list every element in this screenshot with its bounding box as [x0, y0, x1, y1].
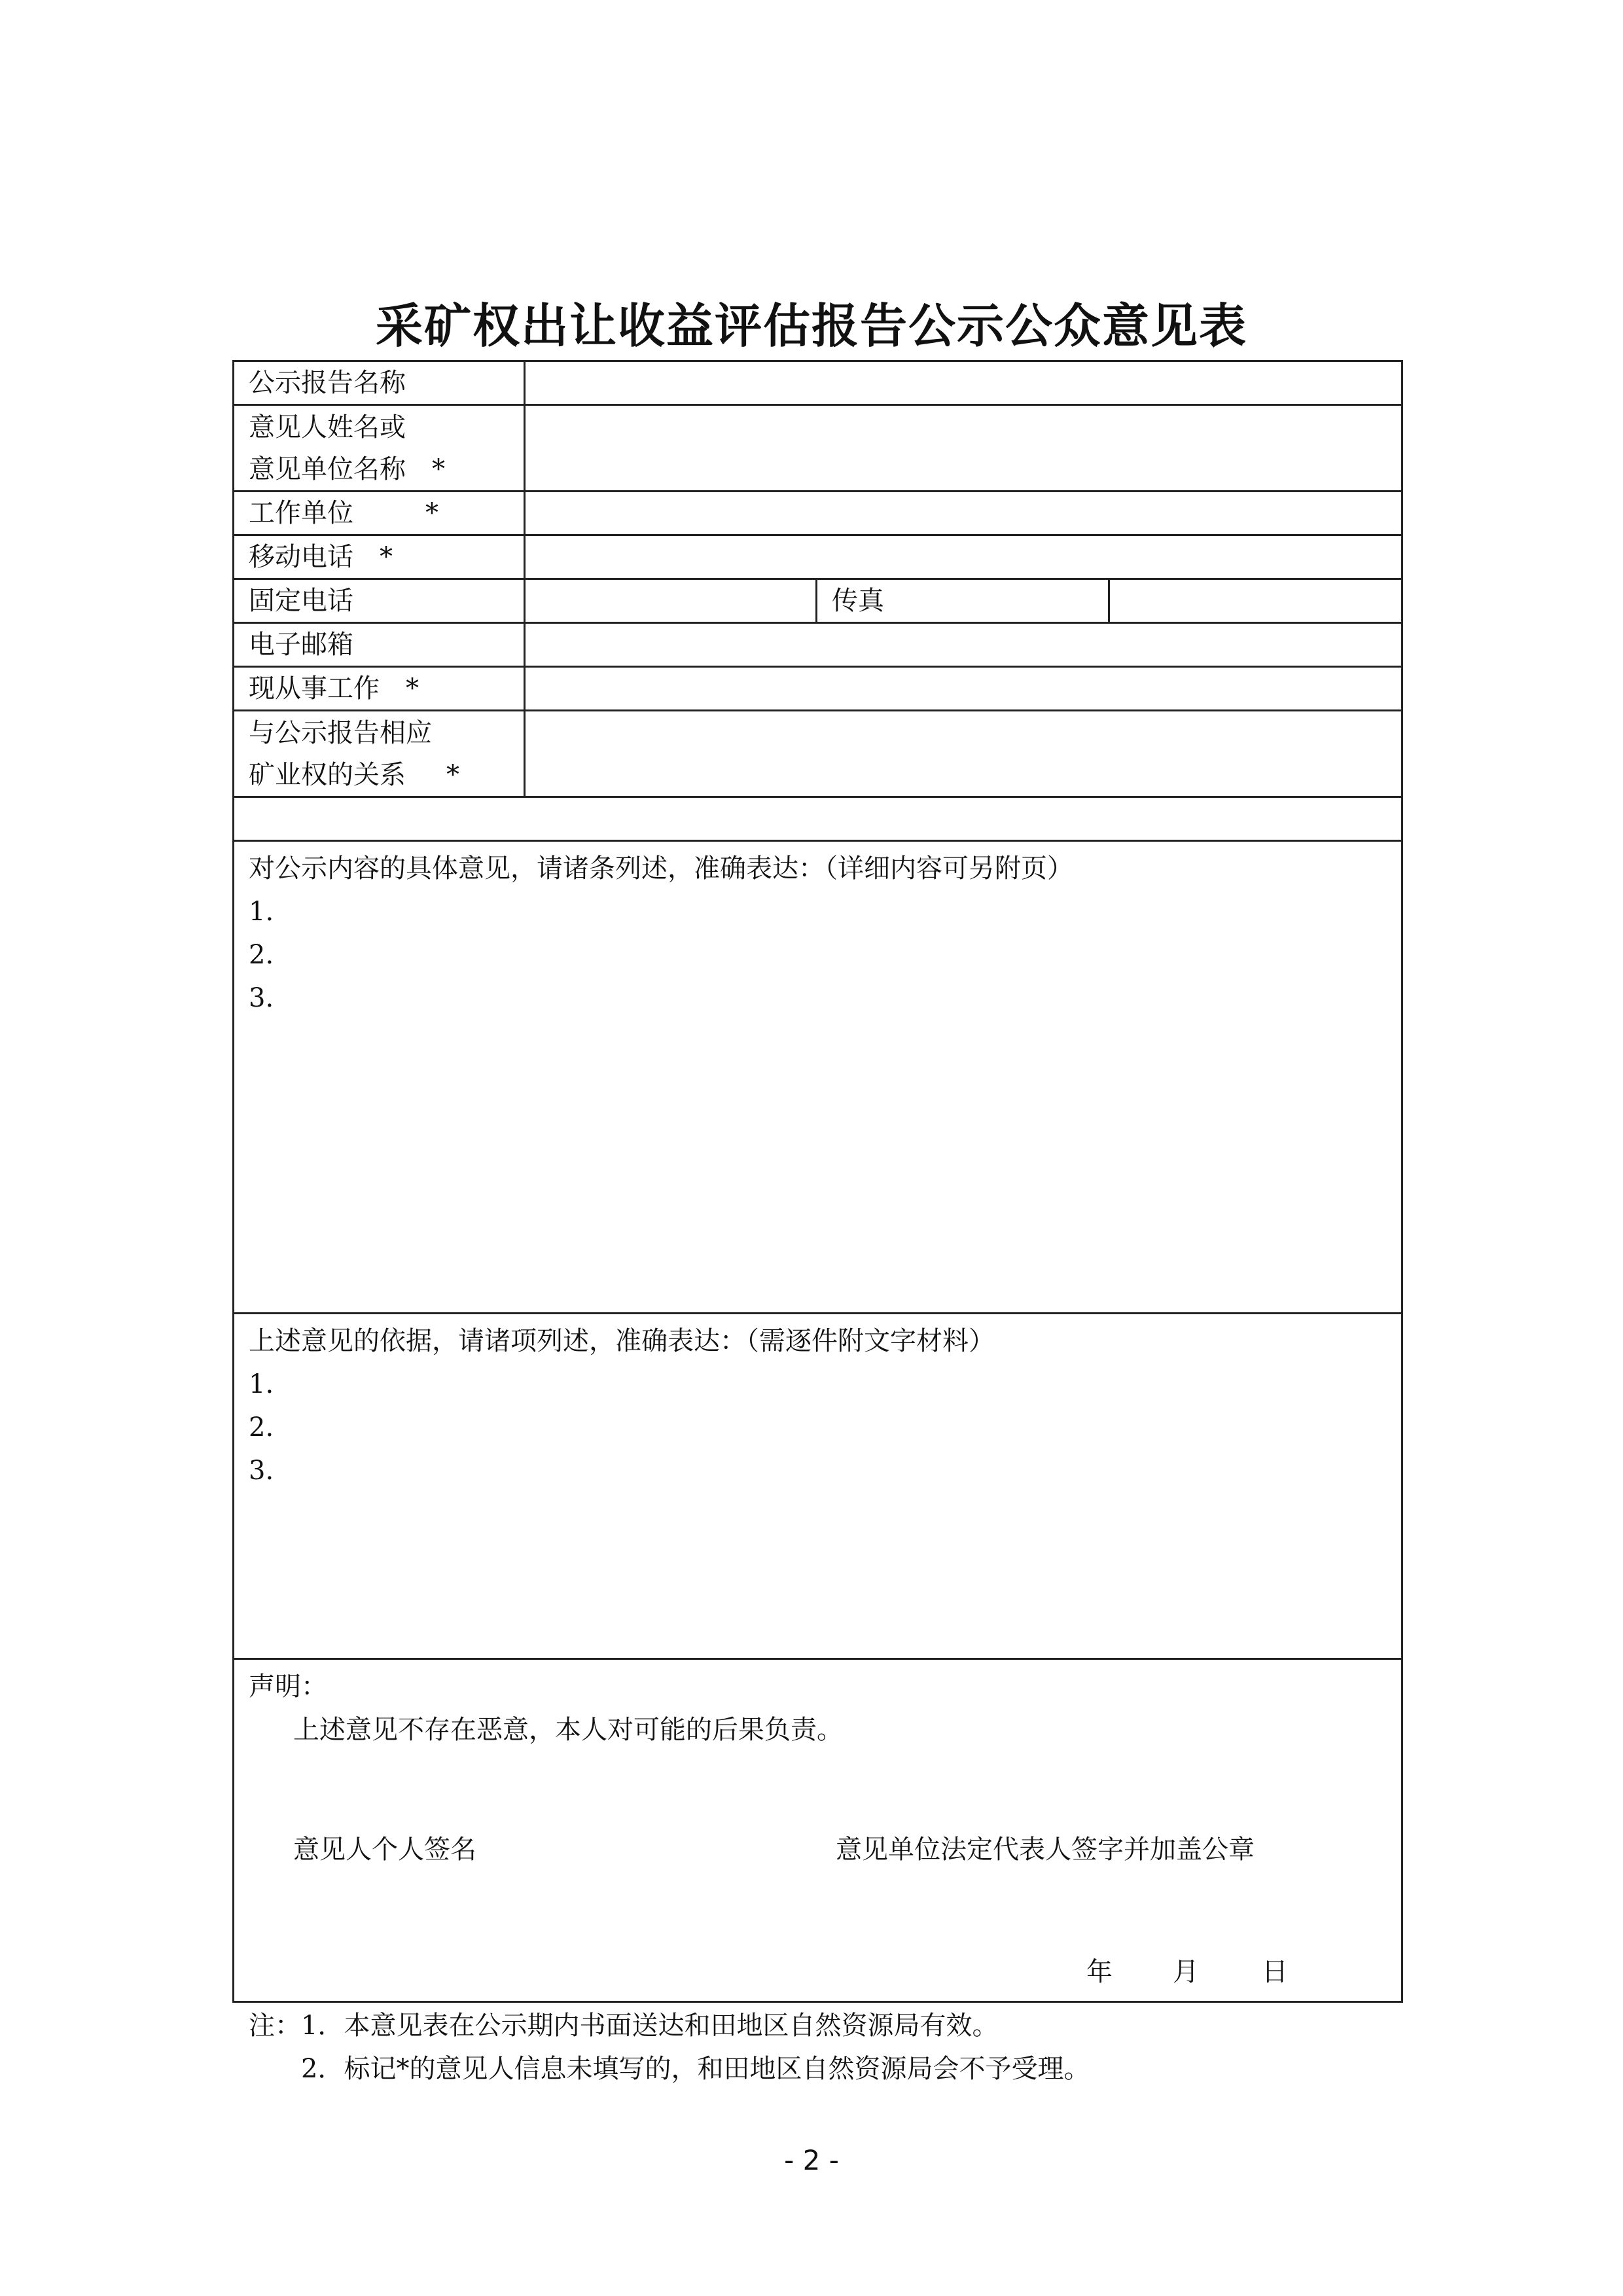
note-2: 2．标记*的意见人信息未填写的，和田地区自然资源局会不予受理。 — [301, 2054, 1090, 2084]
basis-prompt: 上述意见的依据，请诸项列述，准确表达：（需逐件附文字材料） — [249, 1326, 995, 1356]
declaration-cell — [234, 1659, 1402, 2002]
basis-item-2: 2. — [249, 1412, 274, 1443]
mobile-label-cell — [234, 535, 525, 579]
required-mark: * — [406, 673, 419, 704]
required-mark: * — [425, 498, 438, 528]
work-unit-label: 工作单位 — [249, 498, 353, 528]
required-mark: * — [446, 759, 459, 790]
notes — [249, 2004, 1400, 2090]
mobile-field[interactable] — [525, 535, 1402, 579]
form-title: 采矿权出让收益评估报告公示公众意见表 — [375, 298, 1247, 353]
relation-field[interactable] — [525, 711, 1402, 797]
note-1: 注：1．本意见表在公示期内书面送达和田地区自然资源局有效。 — [249, 2011, 999, 2041]
basis-field[interactable] — [234, 1314, 1402, 1659]
current-job-field[interactable] — [525, 667, 1402, 711]
year-label: 年 — [1086, 1957, 1113, 1987]
declaration-body: 上述意见不存在恶意，本人对可能的后果负责。 — [293, 1715, 843, 1745]
required-mark: * — [432, 454, 445, 484]
mobile-label: 移动电话 — [249, 542, 353, 572]
signature-row — [249, 1829, 1387, 1874]
opinions-field[interactable] — [234, 841, 1402, 1314]
report-name-label-cell — [234, 361, 525, 405]
email-label: 电子邮箱 — [249, 630, 353, 660]
relation-label-line1: 与公示报告相应 — [249, 717, 432, 748]
required-mark: * — [380, 542, 393, 572]
opinion-item-1: 1. — [249, 897, 274, 927]
relation-label-cell — [234, 711, 525, 797]
basis-item-1: 1. — [249, 1369, 274, 1399]
opinion-person-field[interactable] — [525, 405, 1402, 492]
month-label: 月 — [1173, 1957, 1199, 1987]
opinion-item-3: 3. — [249, 983, 274, 1013]
report-name-label: 公示报告名称 — [249, 368, 406, 398]
page-number: - 2 - — [784, 2144, 839, 2176]
landline-label-cell — [234, 579, 525, 623]
email-field[interactable] — [525, 623, 1402, 667]
date-row — [234, 1951, 1401, 1994]
email-label-cell — [234, 623, 525, 667]
current-job-label: 现从事工作 — [249, 673, 380, 704]
spacer-row — [234, 797, 1402, 841]
relation-label-line2: 矿业权的关系 — [249, 759, 406, 790]
opinion-person-label-line1: 意见人姓名或 — [249, 412, 406, 442]
personal-signature-label: 意见人个人签名 — [293, 1835, 476, 1865]
basis-item-3: 3. — [249, 1456, 274, 1486]
landline-field[interactable] — [525, 579, 817, 623]
day-label: 日 — [1262, 1957, 1288, 1987]
opinion-form-table — [232, 360, 1403, 2003]
report-name-field[interactable] — [525, 361, 1402, 405]
fax-field[interactable] — [1109, 579, 1402, 623]
opinions-prompt: 对公示内容的具体意见，请诸条列述，准确表达：（详细内容可另附页） — [249, 853, 1073, 884]
opinion-person-label-cell — [234, 405, 525, 492]
unit-signature-label: 意见单位法定代表人签字并加盖公章 — [836, 1835, 1255, 1865]
work-unit-field[interactable] — [525, 492, 1402, 535]
work-unit-label-cell — [234, 492, 525, 535]
landline-label: 固定电话 — [249, 586, 353, 616]
fax-label-cell — [817, 579, 1109, 623]
opinion-person-label-line2: 意见单位名称 — [249, 454, 406, 484]
fax-label: 传真 — [832, 586, 884, 616]
declaration-heading: 声明： — [249, 1672, 327, 1702]
opinion-item-2: 2. — [249, 940, 274, 970]
current-job-label-cell — [234, 667, 525, 711]
